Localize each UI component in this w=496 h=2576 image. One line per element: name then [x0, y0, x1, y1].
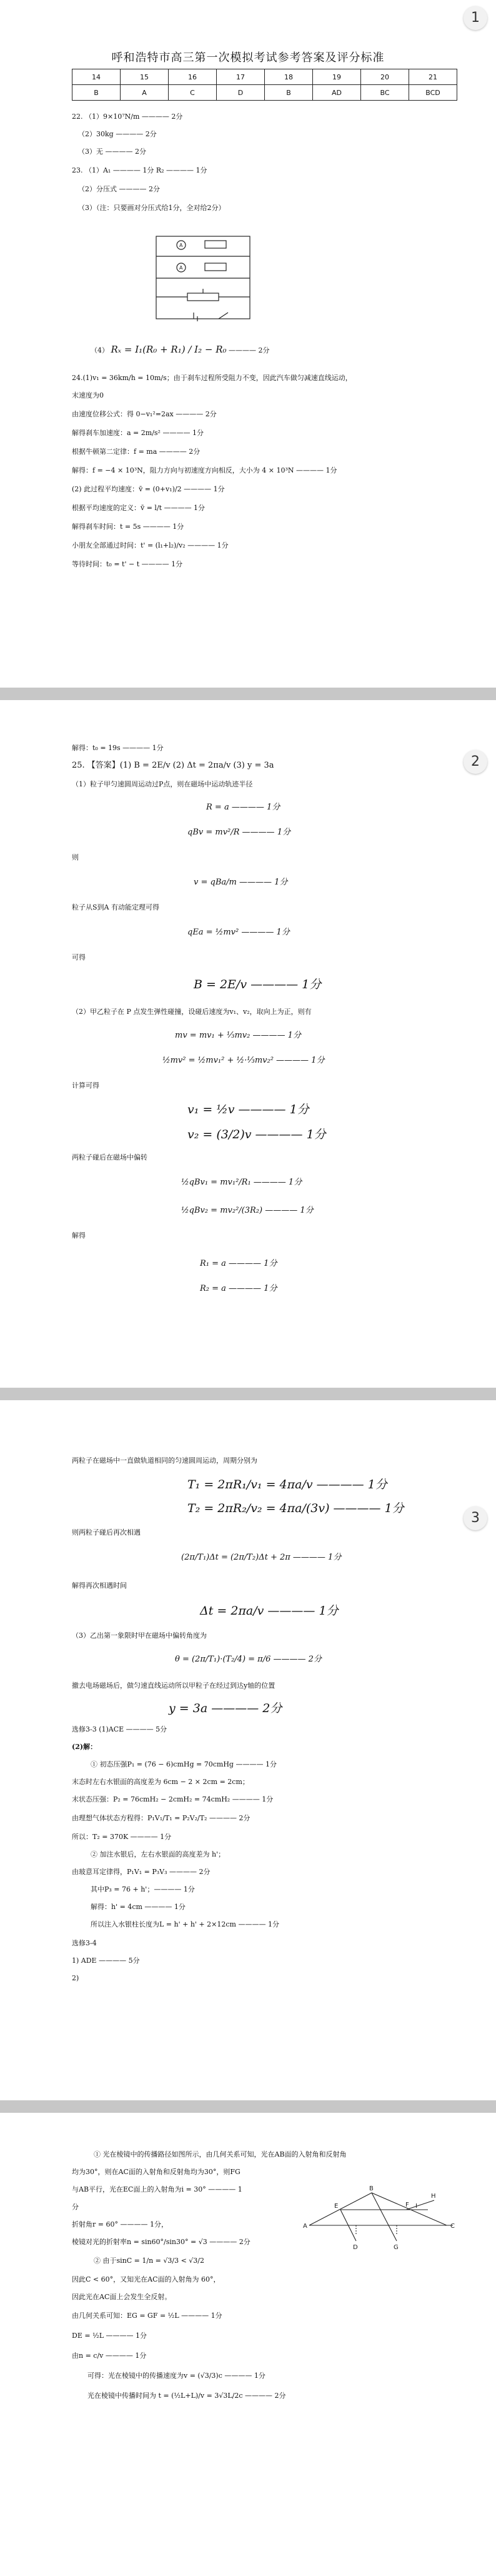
answer-line	[91, 343, 270, 358]
answer-line: 选修3-4	[72, 1939, 97, 1947]
answer-line: 23. （1）A₁ ———— 1分 R₂ ———— 1分	[72, 166, 207, 174]
answer-line: 解得	[72, 1231, 86, 1240]
answer-line: （2）30kg ———— 2分	[78, 130, 157, 138]
answer-line: 等待时间：t₀ = t' − t ———— 1分	[72, 560, 183, 568]
answer-line: 可得：光在棱镜中的传播速度为v = (√3/3)c ———— 1分	[87, 2372, 265, 2380]
answer-line: 其中P₃ = 76 + h'；———— 1分	[91, 1885, 195, 1893]
svg-text:A: A	[179, 265, 183, 271]
answer-page-3	[0, 1400, 496, 2100]
page-number-badge: 2	[464, 750, 487, 774]
answer-line: 由玻意耳定律得，P₁V₁ = P₃V₃ ———— 2分	[72, 1868, 211, 1876]
formula: Rₓ = I₁(R₀ + R₁) / I₂ − R₀	[111, 344, 227, 355]
table-cell: B	[265, 85, 313, 101]
circuit-diagram	[150, 231, 256, 331]
formula-line: Δt = 2πa/v ———— 1分	[200, 1604, 339, 1618]
table-cell: D	[217, 85, 265, 101]
answer-line: 因此C < 60°，又知光在AC面的入射角为 60°，	[72, 2275, 221, 2283]
formula-line: qEa = ½mv² ———— 1分	[187, 928, 290, 937]
answer-line: 解得刹车加速度：a = 2m/s² ———— 1分	[72, 429, 204, 437]
answer-line: （2）甲乙粒子在 P 点发生弹性碰撞，设碰后速度为v₁、v₂，取向上为正，则有	[72, 1008, 312, 1016]
formula-line: T₁ = 2πR₁/v₁ = 4πa/v ———— 1分	[187, 1478, 387, 1491]
table-cell: 16	[169, 69, 217, 85]
formula-line: R = a ———— 1分	[206, 803, 280, 812]
answer-line: 由理想气体状态方程得：P₁V₁/T₁ = P₂V₂/T₂ ———— 2分	[72, 1814, 250, 1822]
formula-line: (2π/T₁)Δt = (2π/T₂)Δt + 2π ———— 1分	[181, 1553, 342, 1562]
diagram-label: I	[415, 2203, 417, 2210]
table-cell: 18	[265, 69, 313, 85]
table-cell: 15	[121, 69, 169, 85]
answer-line: 解得：t₀ = 19s ———— 1分	[72, 744, 164, 752]
formula-line: θ = (2π/T₁)·(T₂/4) = π/6 ———— 2分	[175, 1655, 322, 1664]
answer-line: 所以：T₂ = 370K ———— 1分	[72, 1833, 172, 1841]
formula-line: ½mv² = ½mv₁² + ½·⅓mv₂² ———— 1分	[162, 1056, 325, 1065]
table-cell: 17	[217, 69, 265, 85]
answer-line: 粒子从S到A 有动能定理可得	[72, 903, 159, 911]
page-number-badge: 1	[464, 6, 487, 30]
answer-line: （3）无 ———— 2分	[78, 148, 146, 156]
formula-line: v₁ = ½v ———— 1分	[187, 1103, 309, 1116]
answer-line: 分	[72, 2203, 79, 2211]
answer-line: （2）分压式 ———— 2分	[78, 185, 160, 193]
answer-table-answer-row	[72, 85, 457, 101]
formula-line: ½qBv₂ = mv₂²/(3R₂) ———— 1分	[181, 1206, 314, 1215]
answer-line: 则	[72, 853, 79, 861]
answer-line: 与AB平行，光在EC面上的入射角为i = 30° ———— 1	[72, 2185, 242, 2193]
answer-prefix: （4）	[91, 346, 109, 354]
answer-line: （1）粒子甲匀速圆周运动过P点，则在磁场中运动轨迹半径	[72, 780, 253, 788]
answer-line: 棱镜对光的折射率n = sin60°/sin30° = √3 ———— 2分	[72, 2238, 250, 2246]
answer-line: 末态时左右水银面的高度差为 6cm − 2 × 2cm = 2cm；	[72, 1778, 249, 1786]
table-cell: 20	[361, 69, 409, 85]
formula-line: v₂ = (3/2)v ———— 1分	[187, 1128, 326, 1141]
answer-line: 由几何关系可知：EG = GF = ½L ———— 1分	[72, 2312, 222, 2320]
answer-line: (2)解：	[72, 1743, 97, 1751]
table-cell: 19	[313, 69, 361, 85]
formula-line: T₂ = 2πR₂/v₂ = 4πa/(3v) ———— 1分	[187, 1501, 404, 1515]
answer-page-2	[0, 700, 496, 1388]
diagram-label: B	[369, 2185, 374, 2192]
page-title: 呼和浩特市高三第一次模拟考试参考答案及评分标准	[111, 51, 385, 64]
formula-line: R₂ = a ———— 1分	[200, 1284, 277, 1293]
page-number-badge: 3	[464, 1506, 487, 1530]
table-cell: AD	[313, 85, 361, 101]
formula-line: qBv = mv²/R ———— 1分	[187, 828, 290, 837]
answer-line: 末状态压强：P₂ = 76cmH₂ − 2cmH₂ = 74cmH₂ ———— 1分	[72, 1795, 274, 1803]
answer-page-4	[0, 2113, 496, 2576]
score-note: ———— 2分	[229, 346, 270, 354]
answer-line: 24.(1)v₁ = 36km/h = 10m/s；由于刹车过程所受阻力不变，因此汽车做匀减速直线运动，	[72, 374, 352, 382]
table-cell: B	[72, 85, 121, 101]
table-cell: 14	[72, 69, 121, 85]
answer-line: 解得再次相遇时间	[72, 1581, 127, 1590]
answer-line: (2) 此过程平均速度：v̄ = (0+v₁)/2 ———— 1分	[72, 485, 225, 493]
answer-page-1	[0, 0, 496, 688]
answer-line: 均为30°，则在AC面的入射角和反射角均为30°，则FG	[72, 2168, 241, 2176]
answer-line: 末速度为0	[72, 391, 104, 399]
answer-line: 因此光在AC面上会发生全反射。	[72, 2293, 172, 2301]
table-cell: BCD	[409, 85, 457, 101]
answer-line: 可得	[72, 953, 86, 961]
diagram-label: H	[431, 2193, 436, 2200]
table-cell: A	[121, 85, 169, 101]
answer-line: 所以注入水银柱长度为L = h' + h' + 2×12cm ———— 1分	[91, 1920, 279, 1928]
prism-diagram	[303, 2185, 459, 2269]
answer-line: 解得：f = −4 × 10³N，阻力方向与初速度方向相反，大小为 4 × 10³N ———— 1分	[72, 466, 337, 474]
svg-text:A: A	[179, 243, 183, 248]
answer-line: 25. 【答案】(1) B = 2E/v (2) Δt = 2πa/v (3) y = 3a	[72, 761, 274, 770]
answer-line: 1) ADE ———— 5分	[72, 1957, 140, 1965]
answer-line: ② 加注水银后，左右水银面的高度差为 h'；	[91, 1850, 226, 1858]
diagram-label: F	[405, 2202, 409, 2208]
formula-line: ½qBv₁ = mv₁²/R₁ ———— 1分	[181, 1178, 302, 1187]
answer-line: 22. （1）9×10⁷N/m ———— 2分	[72, 113, 183, 121]
answer-line: （3）（注：只要画对分压式给1分，全对给2分）	[78, 204, 226, 212]
answer-line: 小朋友全部通过时间：t' = (l₁+l₂)/v₂ ———— 1分	[72, 541, 229, 549]
answer-line: 两粒子在磁场中一直做轨道相同的匀速圆周运动，周期分别为	[72, 1456, 257, 1465]
answer-line: 光在棱镜中传播时间为 t = (½L+L)/v = 3√3L/2c ———— 2分	[87, 2392, 286, 2400]
formula-line: B = 2E/v ———— 1分	[194, 978, 322, 991]
diagram-label: G	[394, 2244, 399, 2251]
answer-line: 由n = c/v ———— 1分	[72, 2352, 147, 2360]
answer-line: 根据牛顿第二定律：f = ma ———— 2分	[72, 448, 201, 456]
answer-line: ② 由于sinC = 1/n = √3/3 < √3/2	[94, 2257, 205, 2265]
table-cell: BC	[361, 85, 409, 101]
answer-line: ① 光在棱镜中的传播路径如图所示，由几何关系可知，光在AB面的入射角和反射角	[94, 2150, 347, 2158]
table-cell: C	[169, 85, 217, 101]
answer-table-number-row	[72, 69, 457, 85]
answer-line: 选修3-3 (1)ACE ———— 5分	[72, 1725, 167, 1733]
diagram-label: D	[353, 2244, 358, 2251]
answer-line: 由速度位移公式：得 0−v₁²=2ax ———— 2分	[72, 410, 217, 418]
answer-line: 解得刹车时间：t = 5s ———— 1分	[72, 523, 184, 531]
answer-line: 撤去电场磁场后，做匀速直线运动所以甲粒子在经过到达y轴的位置	[72, 1681, 275, 1690]
answer-table	[72, 69, 457, 101]
answer-line: 折射角r = 60° ———— 1分，	[72, 2220, 168, 2228]
answer-line: ① 初态压强P₁ = (76 − 6)cmHg = 70cmHg ———— 1分	[91, 1760, 277, 1768]
answer-line: 根据平均速度的定义：v̄ = l/t ———— 1分	[72, 504, 206, 512]
formula-line: v = qBa/m ———— 1分	[194, 878, 288, 887]
answer-line: 两粒子碰后在磁场中偏转	[72, 1153, 147, 1161]
formula-line: y = 3a ———— 2分	[169, 1701, 282, 1715]
answer-line: 则两粒子碰后再次相遇	[72, 1528, 141, 1536]
answer-line: （3）乙出第一象限时甲在磁场中偏转角度为	[72, 1631, 207, 1640]
table-cell: 21	[409, 69, 457, 85]
diagram-label: E	[334, 2203, 339, 2210]
formula-line: mv = mv₁ + ⅓mv₂ ———— 1分	[175, 1031, 301, 1040]
diagram-label: C	[450, 2223, 455, 2230]
diagram-label: A	[303, 2223, 307, 2230]
answer-line: 计算可得	[72, 1081, 99, 1090]
answer-line: 2)	[72, 1974, 79, 1982]
answer-line: 解得：h' = 4cm ———— 1分	[91, 1903, 186, 1911]
formula-line: R₁ = a ———— 1分	[200, 1259, 277, 1268]
answer-line: DE = ½L ———— 1分	[72, 2332, 147, 2340]
